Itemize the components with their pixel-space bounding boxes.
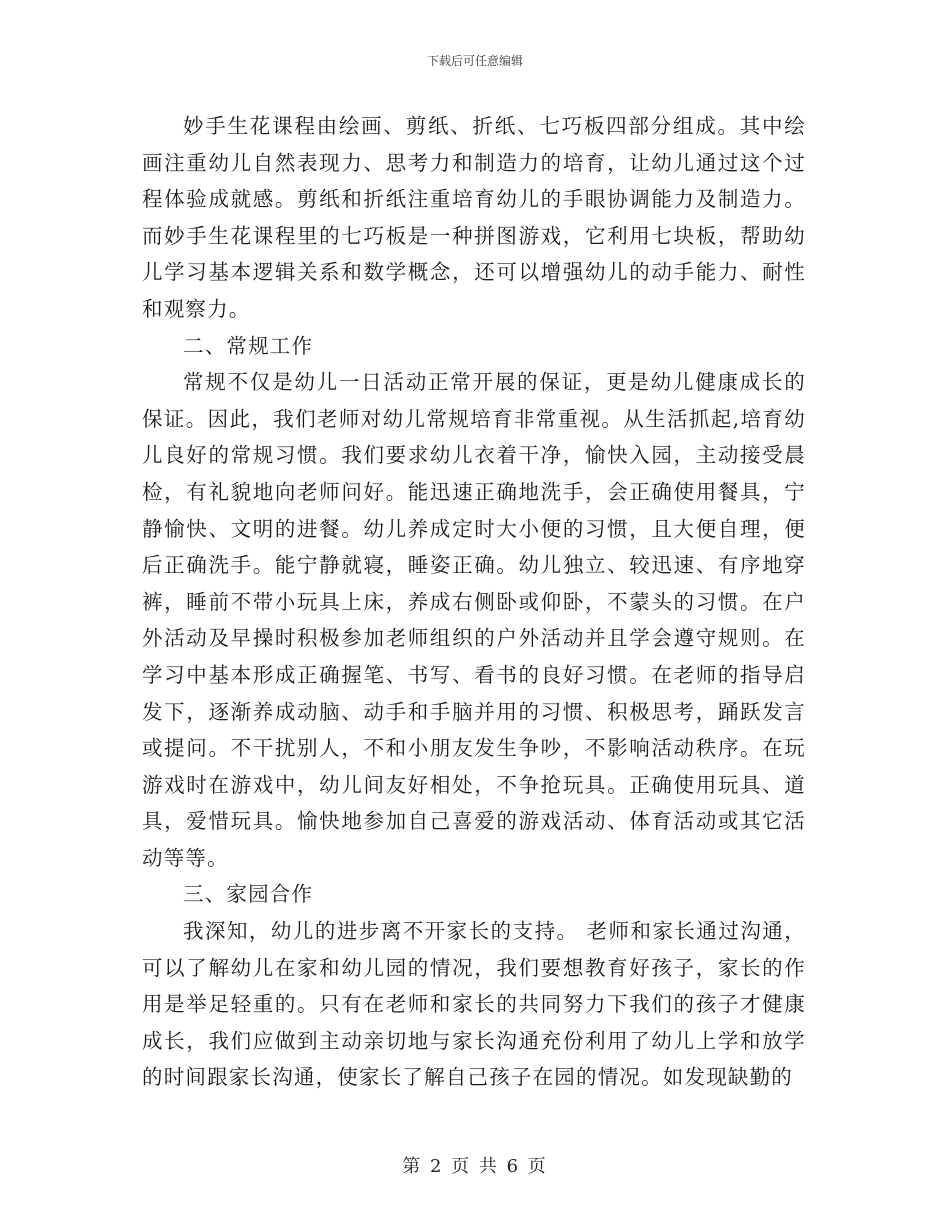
page-number-footer: 第 2 页 共 6 页 [402,1156,548,1177]
page-header: 下载后可任意编辑 [426,54,523,68]
paragraph-home-school: 我深知，幼儿的进步离不开家长的支持。 老师和家长通过沟通，可以了解幼儿在家和幼儿园的情况，我们要想教育好孩子，家长的作用是举足轻重的。只有在老师和家长的共同努力下我们的孩子才健康成长，我们应做到主动亲切地与家长沟通充份利用了幼儿上学和放学的时间跟家长沟通，使家长了解自己孩子在园的情况。如发现缺勤的 [142,919,806,1090]
section-heading-routine: 二、常规工作 [183,333,314,358]
section-heading-home-school: 三、家园合作 [183,882,314,907]
paragraph-routine: 常规不仅是幼儿一日活动正常开展的保证，更是幼儿健康成长的保证。因此，我们老师对幼儿常规培育非常重视。从生活抓起,培育幼儿良好的常规习惯。我们要求幼儿衣着干净，愉快入园，主动接受晨检，有礼貌地向老师问好。能迅速正确地洗手，会正确使用餐具，宁静愉快、文明的进餐。幼儿养成定时大小便的习惯，且大便自理，便后正确洗手。能宁静就寝，睡姿正确。幼儿独立、较迅速、有序地穿裤，睡前不带小玩具上床，养成右侧卧或仰卧，不蒙头的习惯。在户外活动及早操时积极参加老师组织的户外活动并且学会遵守规则。在学习中基本形成正确握笔、书写、看书的良好习惯。在老师的指导启发下，逐渐养成动脑、动手和手脑并用的习惯、积极思考，踊跃发言或提问。不干扰别人，不和小朋友发生争吵，不影响活动秩序。在玩游戏时在游戏中，幼儿间友好相处，不争抢玩具。正确使用玩具、道具，爱惜玩具。愉快地参加自己喜爱的游戏活动、体育活动或其它活动等等。 [142,370,806,870]
document-body [142,108,806,1096]
paragraph-curriculum: 妙手生花课程由绘画、剪纸、折纸、七巧板四部分组成。其中绘画注重幼儿自然表现力、思考力和制造力的培育，让幼儿通过这个过程体验成就感。剪纸和折纸注重培育幼儿的手眼协调能力及制造力。而妙手生花课程里的七巧板是一种拼图游戏，它利用七块板，帮助幼儿学习基本逻辑关系和数学概念，还可以增强幼儿的动手能力、耐性和观察力。 [142,114,806,321]
